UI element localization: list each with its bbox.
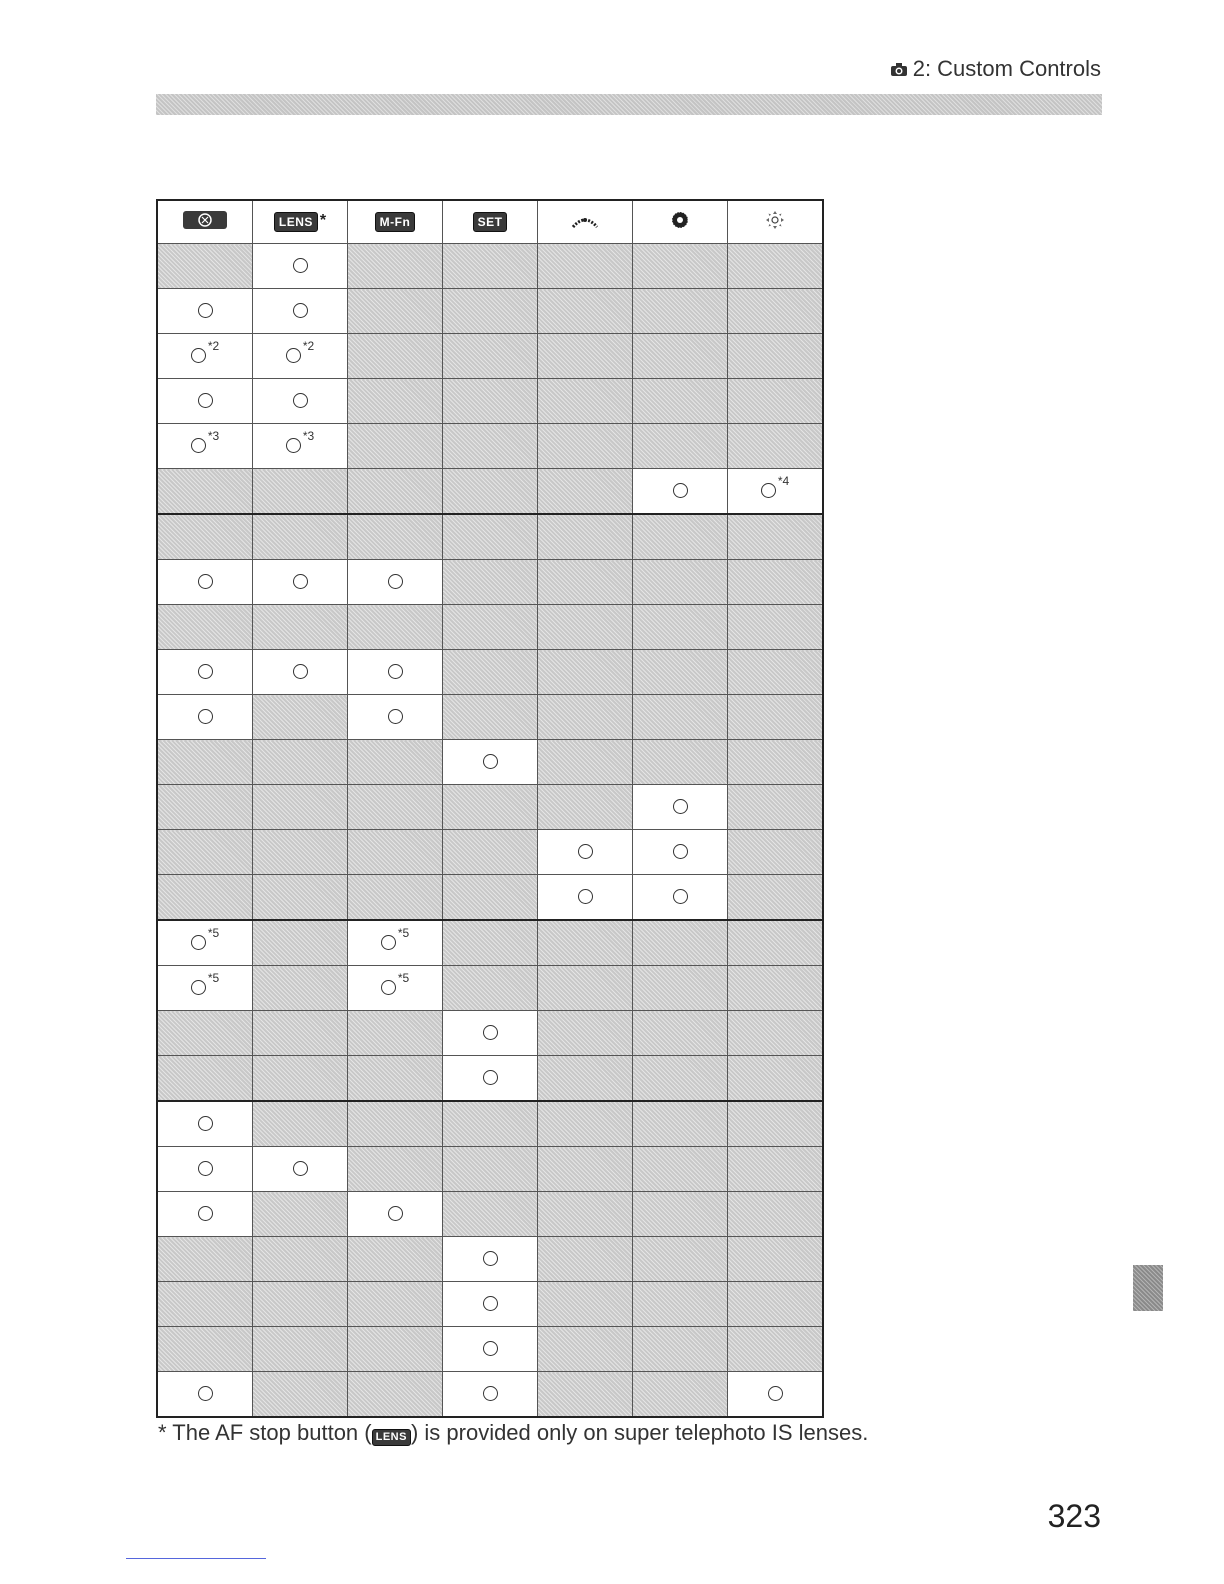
available-cell	[633, 875, 728, 921]
unavailable-cell	[633, 514, 728, 560]
unavailable-cell	[253, 1192, 348, 1237]
unavailable-cell	[633, 1101, 728, 1147]
available-circle-icon	[483, 1341, 498, 1356]
available-cell	[253, 1147, 348, 1192]
unavailable-cell	[728, 244, 824, 289]
unavailable-cell	[443, 830, 538, 875]
unavailable-cell	[633, 1372, 728, 1418]
available-cell	[157, 650, 253, 695]
unavailable-cell	[157, 875, 253, 921]
available-cell	[157, 695, 253, 740]
available-cell	[633, 785, 728, 830]
section-title: 2: Custom Controls	[912, 56, 1101, 81]
unavailable-cell	[157, 514, 253, 560]
unavailable-cell	[157, 244, 253, 289]
unavailable-cell	[443, 1101, 538, 1147]
table-row	[157, 830, 823, 875]
unavailable-cell	[728, 1282, 824, 1327]
column-header-multi-controller	[728, 200, 824, 244]
available-circle-icon	[673, 799, 688, 814]
available-cell	[157, 289, 253, 334]
unavailable-cell	[253, 1282, 348, 1327]
unavailable-cell	[538, 1282, 633, 1327]
available-circle-icon	[191, 438, 206, 453]
unavailable-cell	[157, 1011, 253, 1056]
unavailable-cell	[253, 514, 348, 560]
unavailable-cell	[253, 875, 348, 921]
available-circle-icon	[198, 1116, 213, 1131]
available-cell	[157, 1372, 253, 1418]
available-cell	[157, 920, 253, 966]
available-cell	[157, 966, 253, 1011]
available-cell	[443, 1282, 538, 1327]
column-header-main-dial	[538, 200, 633, 244]
unavailable-cell	[728, 1056, 824, 1102]
unavailable-cell	[728, 424, 824, 469]
unavailable-cell	[348, 514, 443, 560]
cell-footnote-ref: *5	[207, 971, 220, 985]
table-row	[157, 650, 823, 695]
unavailable-cell	[348, 424, 443, 469]
unavailable-cell	[348, 289, 443, 334]
table-row	[157, 1237, 823, 1282]
cell-footnote-ref: *5	[397, 926, 410, 940]
table-row	[157, 1372, 823, 1418]
unavailable-cell	[728, 966, 824, 1011]
available-cell	[348, 560, 443, 605]
available-circle-icon	[761, 483, 776, 498]
unavailable-cell	[728, 875, 824, 921]
unavailable-cell	[443, 966, 538, 1011]
unavailable-cell	[728, 1101, 824, 1147]
available-circle-icon	[293, 574, 308, 589]
unavailable-cell	[443, 785, 538, 830]
available-cell	[157, 424, 253, 469]
unavailable-cell	[633, 740, 728, 785]
unavailable-cell	[633, 605, 728, 650]
unavailable-cell	[728, 334, 824, 379]
cell-footnote-ref: *3	[302, 429, 315, 443]
unavailable-cell	[348, 1282, 443, 1327]
available-cell	[538, 875, 633, 921]
lens-button-badge: LENS	[372, 1429, 411, 1446]
available-circle-icon	[483, 1070, 498, 1085]
unavailable-cell	[538, 1147, 633, 1192]
available-cell	[728, 1372, 824, 1418]
cell-footnote-ref: *5	[207, 926, 220, 940]
available-circle-icon	[483, 1025, 498, 1040]
unavailable-cell	[253, 1327, 348, 1372]
table-row	[157, 740, 823, 785]
unavailable-cell	[728, 605, 824, 650]
unavailable-cell	[538, 244, 633, 289]
available-circle-icon	[381, 980, 396, 995]
unavailable-cell	[157, 785, 253, 830]
available-cell	[348, 920, 443, 966]
unavailable-cell	[633, 424, 728, 469]
available-cell	[443, 1056, 538, 1102]
unavailable-cell	[538, 1372, 633, 1418]
available-cell	[253, 244, 348, 289]
unavailable-cell	[348, 1147, 443, 1192]
available-cell	[348, 695, 443, 740]
unavailable-cell	[253, 695, 348, 740]
unavailable-cell	[348, 1056, 443, 1102]
unavailable-cell	[348, 1372, 443, 1418]
cell-footnote-ref: *2	[207, 339, 220, 353]
unavailable-cell	[538, 740, 633, 785]
unavailable-cell	[538, 560, 633, 605]
footnote-prefix: * The AF stop button (	[158, 1420, 372, 1445]
unavailable-cell	[633, 1147, 728, 1192]
chapter-tab	[1133, 1265, 1163, 1311]
unavailable-cell	[538, 1101, 633, 1147]
unavailable-cell	[253, 740, 348, 785]
unavailable-cell	[253, 1011, 348, 1056]
available-circle-icon	[293, 303, 308, 318]
table-row	[157, 875, 823, 921]
table-row	[157, 695, 823, 740]
unavailable-cell	[538, 1327, 633, 1372]
table-row	[157, 920, 823, 966]
table-row	[157, 785, 823, 830]
unavailable-cell	[633, 650, 728, 695]
unavailable-cell	[538, 379, 633, 424]
unavailable-cell	[157, 740, 253, 785]
available-circle-icon	[381, 935, 396, 950]
available-circle-icon	[198, 303, 213, 318]
unavailable-cell	[348, 1237, 443, 1282]
unavailable-cell	[728, 289, 824, 334]
available-cell	[157, 560, 253, 605]
quick-control-dial-icon	[670, 217, 690, 234]
unavailable-cell	[443, 560, 538, 605]
set-button-badge: SET	[473, 212, 508, 232]
unavailable-cell	[633, 289, 728, 334]
unavailable-cell	[443, 1147, 538, 1192]
unavailable-cell	[633, 1192, 728, 1237]
unavailable-cell	[253, 1101, 348, 1147]
unavailable-cell	[348, 1011, 443, 1056]
column-header-mfn	[348, 200, 443, 244]
available-circle-icon	[191, 935, 206, 950]
table-row	[157, 1056, 823, 1102]
unavailable-cell	[728, 1192, 824, 1237]
available-cell	[253, 560, 348, 605]
table-row	[157, 560, 823, 605]
unavailable-cell	[348, 740, 443, 785]
available-circle-icon	[293, 393, 308, 408]
available-circle-icon	[673, 844, 688, 859]
available-circle-icon	[483, 1251, 498, 1266]
unavailable-cell	[443, 920, 538, 966]
unavailable-cell	[538, 785, 633, 830]
available-circle-icon	[483, 1296, 498, 1311]
available-circle-icon	[293, 258, 308, 273]
available-cell	[538, 830, 633, 875]
controls-table	[156, 199, 824, 1418]
lens-button-badge: LENS	[274, 212, 318, 232]
unavailable-cell	[443, 424, 538, 469]
available-cell	[157, 379, 253, 424]
unavailable-cell	[157, 1237, 253, 1282]
unavailable-cell	[348, 1101, 443, 1147]
available-cell	[443, 1011, 538, 1056]
unavailable-cell	[253, 785, 348, 830]
header-bar	[156, 94, 1102, 115]
unavailable-cell	[443, 334, 538, 379]
table-row	[157, 334, 823, 379]
unavailable-cell	[728, 514, 824, 560]
table-body	[157, 244, 823, 1418]
shutter-button-icon	[183, 216, 227, 233]
available-cell	[348, 1192, 443, 1237]
available-circle-icon	[293, 664, 308, 679]
unavailable-cell	[253, 469, 348, 515]
available-cell	[443, 1372, 538, 1418]
unavailable-cell	[443, 289, 538, 334]
cell-footnote-ref: *2	[302, 339, 315, 353]
unavailable-cell	[633, 334, 728, 379]
available-circle-icon	[198, 574, 213, 589]
cell-footnote-ref: *4	[777, 474, 790, 488]
unavailable-cell	[728, 740, 824, 785]
unavailable-cell	[443, 605, 538, 650]
unavailable-cell	[538, 514, 633, 560]
main-dial-icon	[570, 216, 600, 233]
table-row	[157, 289, 823, 334]
available-cell	[443, 1327, 538, 1372]
available-circle-icon	[578, 889, 593, 904]
table-row	[157, 469, 823, 515]
footnote-marker: *	[319, 212, 327, 229]
unavailable-cell	[348, 469, 443, 515]
bottom-rule	[126, 1558, 266, 1559]
column-header-shutter	[157, 200, 253, 244]
table-row	[157, 1101, 823, 1147]
unavailable-cell	[253, 1372, 348, 1418]
available-cell	[348, 966, 443, 1011]
available-cell	[157, 1101, 253, 1147]
unavailable-cell	[348, 785, 443, 830]
table-row	[157, 1011, 823, 1056]
available-cell	[348, 650, 443, 695]
unavailable-cell	[253, 605, 348, 650]
unavailable-cell	[348, 1327, 443, 1372]
unavailable-cell	[443, 244, 538, 289]
unavailable-cell	[728, 695, 824, 740]
unavailable-cell	[538, 605, 633, 650]
unavailable-cell	[728, 920, 824, 966]
available-circle-icon	[388, 709, 403, 724]
table-row	[157, 1192, 823, 1237]
available-circle-icon	[388, 1206, 403, 1221]
table-row	[157, 244, 823, 289]
table-row	[157, 966, 823, 1011]
unavailable-cell	[728, 1327, 824, 1372]
unavailable-cell	[538, 920, 633, 966]
unavailable-cell	[633, 560, 728, 605]
unavailable-cell	[348, 605, 443, 650]
table-row	[157, 424, 823, 469]
available-circle-icon	[673, 889, 688, 904]
unavailable-cell	[538, 966, 633, 1011]
unavailable-cell	[728, 560, 824, 605]
unavailable-cell	[633, 920, 728, 966]
available-cell	[253, 379, 348, 424]
unavailable-cell	[443, 379, 538, 424]
unavailable-cell	[633, 1282, 728, 1327]
unavailable-cell	[157, 469, 253, 515]
unavailable-cell	[538, 334, 633, 379]
unavailable-cell	[157, 605, 253, 650]
unavailable-cell	[633, 1056, 728, 1102]
available-circle-icon	[293, 1161, 308, 1176]
table-row	[157, 605, 823, 650]
available-cell	[253, 650, 348, 695]
section-header	[889, 56, 1101, 82]
unavailable-cell	[443, 695, 538, 740]
available-circle-icon	[768, 1386, 783, 1401]
available-circle-icon	[578, 844, 593, 859]
unavailable-cell	[728, 785, 824, 830]
available-circle-icon	[673, 483, 688, 498]
unavailable-cell	[538, 650, 633, 695]
unavailable-cell	[157, 1327, 253, 1372]
available-circle-icon	[286, 438, 301, 453]
available-circle-icon	[483, 754, 498, 769]
unavailable-cell	[253, 920, 348, 966]
unavailable-cell	[728, 1147, 824, 1192]
unavailable-cell	[633, 1327, 728, 1372]
unavailable-cell	[728, 1237, 824, 1282]
cell-footnote-ref: *5	[397, 971, 410, 985]
camera-settings-icon	[889, 61, 909, 77]
unavailable-cell	[443, 469, 538, 515]
unavailable-cell	[538, 424, 633, 469]
unavailable-cell	[633, 966, 728, 1011]
unavailable-cell	[443, 875, 538, 921]
available-circle-icon	[198, 664, 213, 679]
unavailable-cell	[443, 514, 538, 560]
table-row	[157, 1147, 823, 1192]
column-header-lens	[253, 200, 348, 244]
unavailable-cell	[538, 1192, 633, 1237]
unavailable-cell	[443, 650, 538, 695]
unavailable-cell	[253, 1237, 348, 1282]
footnote-suffix: ) is provided only on super telephoto IS lenses.	[410, 1420, 869, 1445]
unavailable-cell	[538, 469, 633, 515]
unavailable-cell	[253, 1056, 348, 1102]
available-cell	[157, 1192, 253, 1237]
available-circle-icon	[198, 709, 213, 724]
available-cell	[443, 1237, 538, 1282]
available-cell	[253, 334, 348, 379]
unavailable-cell	[538, 289, 633, 334]
unavailable-cell	[728, 1011, 824, 1056]
unavailable-cell	[538, 695, 633, 740]
unavailable-cell	[348, 244, 443, 289]
unavailable-cell	[728, 379, 824, 424]
available-circle-icon	[388, 664, 403, 679]
available-cell	[633, 830, 728, 875]
cell-footnote-ref: *3	[207, 429, 220, 443]
column-header-set	[443, 200, 538, 244]
table-row	[157, 379, 823, 424]
available-circle-icon	[191, 980, 206, 995]
unavailable-cell	[633, 695, 728, 740]
available-cell	[633, 469, 728, 515]
unavailable-cell	[538, 1011, 633, 1056]
unavailable-cell	[633, 244, 728, 289]
unavailable-cell	[728, 650, 824, 695]
available-circle-icon	[198, 1161, 213, 1176]
unavailable-cell	[253, 966, 348, 1011]
table-row	[157, 1282, 823, 1327]
table-header-row	[157, 200, 823, 244]
column-header-quick-control-dial	[633, 200, 728, 244]
available-circle-icon	[286, 348, 301, 363]
available-cell	[728, 469, 824, 515]
table-row	[157, 1327, 823, 1372]
available-cell	[253, 424, 348, 469]
available-circle-icon	[388, 574, 403, 589]
unavailable-cell	[728, 830, 824, 875]
page-number: 323	[1047, 1498, 1101, 1534]
unavailable-cell	[253, 830, 348, 875]
available-circle-icon	[198, 1386, 213, 1401]
unavailable-cell	[538, 1237, 633, 1282]
available-cell	[157, 1147, 253, 1192]
unavailable-cell	[348, 334, 443, 379]
unavailable-cell	[633, 1011, 728, 1056]
mfn-button-badge: M-Fn	[375, 212, 416, 232]
unavailable-cell	[633, 379, 728, 424]
available-cell	[157, 334, 253, 379]
footnote	[158, 1420, 868, 1446]
available-cell	[253, 289, 348, 334]
available-cell	[443, 740, 538, 785]
available-circle-icon	[191, 348, 206, 363]
available-circle-icon	[483, 1386, 498, 1401]
multi-controller-icon	[764, 218, 786, 235]
unavailable-cell	[348, 830, 443, 875]
unavailable-cell	[157, 830, 253, 875]
available-circle-icon	[198, 1206, 213, 1221]
available-circle-icon	[198, 393, 213, 408]
unavailable-cell	[633, 1237, 728, 1282]
unavailable-cell	[348, 379, 443, 424]
unavailable-cell	[348, 875, 443, 921]
unavailable-cell	[538, 1056, 633, 1102]
unavailable-cell	[157, 1282, 253, 1327]
unavailable-cell	[443, 1192, 538, 1237]
table-row	[157, 514, 823, 560]
unavailable-cell	[157, 1056, 253, 1102]
